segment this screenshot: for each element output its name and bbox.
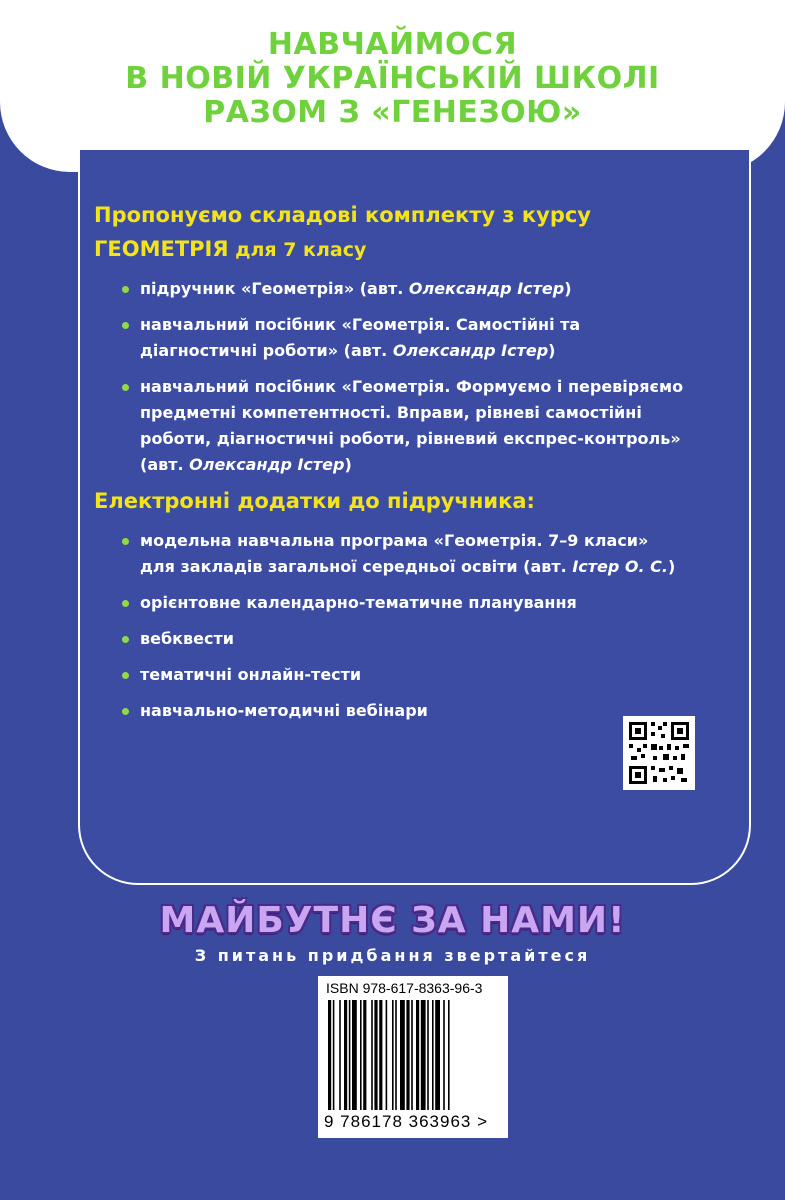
barcode-bar (416, 1000, 419, 1110)
barcode-bar (333, 1000, 335, 1110)
kit-heading-line1: Пропонуємо складові комплекту з курсу (94, 203, 591, 227)
list-item: орієнтовне календарно-тематичне планування (120, 590, 680, 616)
qr-code[interactable] (623, 716, 695, 790)
header-line-2: В НОВІЙ УКРАЇНСЬКІЙ ШКОЛІ (125, 61, 660, 96)
barcode-bar (374, 1000, 377, 1110)
kit-list (120, 276, 690, 478)
list-item: навчально-методичні вебінари (120, 698, 680, 724)
electronic-heading: Електронні додатки до підручника: (94, 489, 535, 513)
barcode-bar (339, 1000, 341, 1110)
barcode-bar (435, 1000, 440, 1110)
bullet-icon (122, 600, 129, 607)
barcode-bar (371, 1000, 373, 1110)
barcode-bar (386, 1000, 388, 1110)
slogan: МАЙБУТНЄ ЗА НАМИ! (159, 900, 626, 941)
kit-heading-subject: ГЕОМЕТРІЯ (94, 237, 229, 261)
bullet-icon (122, 636, 129, 643)
barcode-bar (344, 1000, 347, 1110)
kit-heading-grade: для 7 класу (228, 239, 367, 261)
header-line-3: РАЗОМ З «ГЕНЕЗОЮ» (203, 95, 582, 130)
list-item: тематичні онлайн-тести (120, 662, 680, 688)
barcode-bar (360, 1000, 362, 1110)
list-item: модельна навчальна програма «Геометрія. 7–9 класи» для закладів загальної середньої освіти (авт. Істер О. С.) (120, 528, 680, 580)
list-item: вебквести (120, 626, 680, 652)
barcode-bar (363, 1000, 366, 1110)
bullet-icon (122, 538, 129, 545)
kit-heading (94, 198, 694, 267)
barcode-bar (432, 1000, 434, 1110)
bullet-icon (122, 286, 129, 293)
barcode-bar (400, 1000, 405, 1110)
list-item: навчальний посібник «Геометрія. Самостійні та діагностичні роботи» (авт. Олександр Істер) (120, 312, 690, 364)
barcode-bar (411, 1000, 413, 1110)
isbn: ISBN 978-617-8363-96-3 (326, 980, 483, 996)
qr-code-icon (623, 716, 695, 790)
bullet-icon (122, 708, 129, 715)
kit-heading-line2 (94, 232, 694, 267)
barcode-bar (379, 1000, 382, 1110)
header-panel (0, 0, 785, 172)
barcode-bar (328, 1000, 331, 1110)
header-title (0, 28, 785, 130)
bullet-icon (122, 384, 129, 391)
barcode-bar (349, 1000, 351, 1110)
barcode-bar (421, 1000, 426, 1110)
barcode-number: 9 786178 363963 > (324, 1112, 489, 1131)
barcode-bar (406, 1000, 409, 1110)
barcode-bar (352, 1000, 357, 1110)
electronic-list (120, 528, 680, 724)
barcode-bar (443, 1000, 445, 1110)
barcode-bar (448, 1000, 450, 1110)
header-line-1: НАВЧАЙМОСЯ (267, 27, 518, 62)
barcode (318, 976, 508, 1138)
purchase-subtitle: З питань придбання звертайтеся (194, 946, 591, 965)
barcode-bar (427, 1000, 429, 1110)
bullet-icon (122, 322, 129, 329)
barcode-bar (392, 1000, 394, 1110)
list-item: навчальний посібник «Геометрія. Формуємо і перевіряємо предметні компетентності. Вправи, рівневі самостійні роботи, діагностичні роботи, рівневий експрес-контроль» (авт. Олександр Істер) (120, 374, 690, 478)
barcode-bars (328, 1000, 498, 1110)
bullet-icon (122, 672, 129, 679)
barcode-bar (395, 1000, 397, 1110)
list-item: підручник «Геометрія» (авт. Олександр Істер) (120, 276, 690, 302)
